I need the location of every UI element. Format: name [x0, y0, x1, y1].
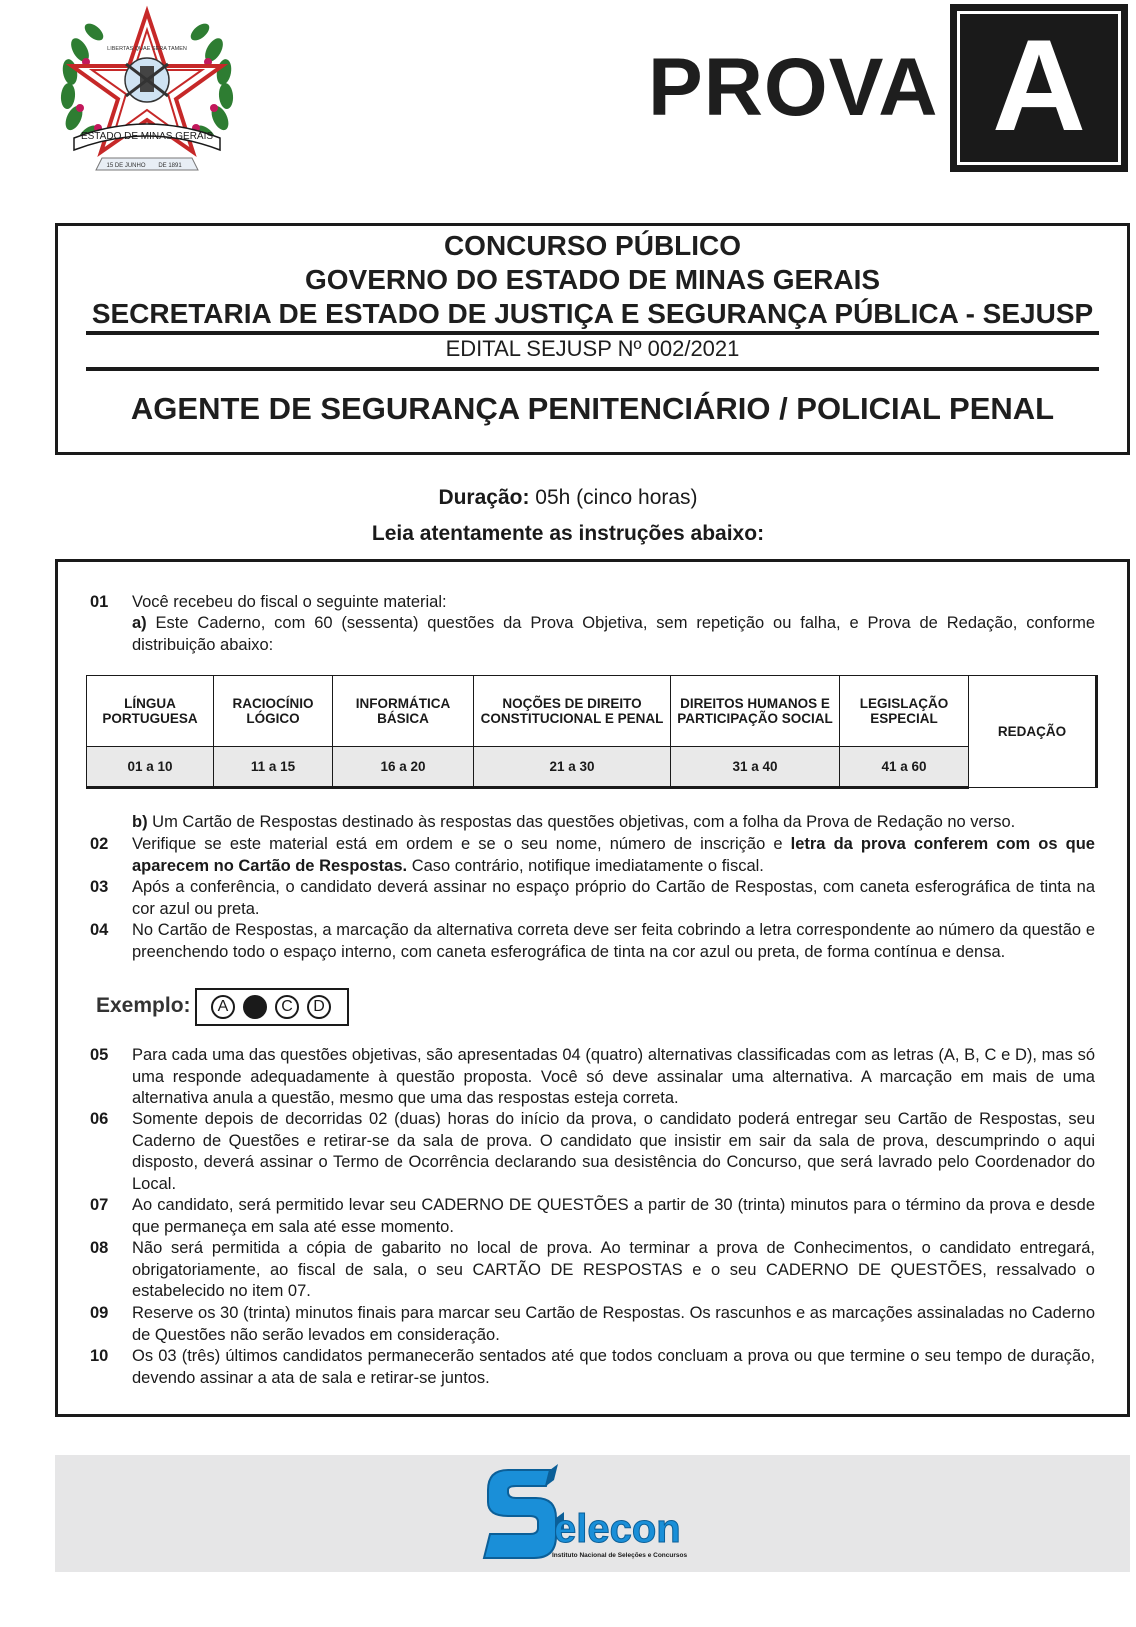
- edital-number: EDITAL SEJUSP Nº 002/2021: [445, 336, 740, 361]
- instruction-number: 04: [90, 921, 109, 939]
- instruction-04: [90, 920, 1095, 963]
- exam-type: CONCURSO PÚBLICO: [443, 230, 742, 261]
- instruction-01a: [132, 613, 1095, 656]
- instruction-text: Somente depois de decorridas 02 (duas) horas do início da prova, o candidato poderá entregar seu Cartão de Respostas, seu Caderno de Questões e retirar-se da sala de prova. O candidato que insistir em sair da sala de prova, descumprindo o aqui disposto, deverá assinar o Termo de Ocorrência declarando sua desistência do Concurso, que será lavrado pelo Coordenador do Local.: [132, 1110, 1095, 1193]
- item-tag: b): [132, 813, 148, 831]
- bubble-c: C: [275, 995, 299, 1019]
- instruction-03: [90, 877, 1095, 920]
- instruction-text: Reserve os 30 (trinta) minutos finais para marcar seu Cartão de Respostas. Os rascunhos e as marcações assinaladas no Caderno de Questões não serão levados em consideração.: [132, 1304, 1095, 1344]
- table-range-cell: 41 a 60: [840, 746, 969, 787]
- instruction-text: Este Caderno, com 60 (sessenta) questões da Prova Objetiva, sem repetição ou falha, e Prova de Redação, conforme distribuição abaixo:: [132, 614, 1095, 654]
- instruction-number: 05: [90, 1046, 109, 1064]
- exam-duration: [0, 486, 1136, 510]
- instruction-number: 09: [90, 1304, 109, 1322]
- prova-letter: A: [992, 12, 1086, 158]
- instruction-01b: [132, 812, 1095, 834]
- seal-ring-text: ESTADO DE MINAS GERAIS: [80, 131, 214, 142]
- instruction-text: Caso contrário, notifique imediatamente o fiscal.: [407, 856, 764, 875]
- instruction-number: 08: [90, 1239, 109, 1257]
- instruction-number: 03: [90, 878, 109, 896]
- table-header-cell: LEGISLAÇÃO ESPECIAL: [840, 676, 969, 747]
- redacao-cell: REDAÇÃO: [969, 676, 1097, 788]
- instruction-text: Após a conferência, o candidato deverá assinar no espaço próprio do Cartão de Respostas, com caneta esferográfica de tinta na cor azul ou preta.: [132, 878, 1095, 918]
- instruction-07: [90, 1195, 1095, 1238]
- selecon-tagline: Instituto Nacional de Seleções e Concursos: [552, 1552, 688, 1559]
- instruction-number: 10: [90, 1347, 109, 1365]
- item-tag: a): [132, 614, 147, 632]
- read-instructions-note: Leia atentamente as instruções abaixo:: [371, 522, 765, 545]
- instruction-number: 06: [90, 1110, 109, 1128]
- table-header-cell: LÍNGUA PORTUGUESA: [87, 676, 214, 747]
- table-header-cell: NOÇÕES DE DIREITO CONSTITUCIONAL E PENAL: [474, 676, 671, 747]
- table-header-cell: DIREITOS HUMANOS E PARTICIPAÇÃO SOCIAL: [671, 676, 840, 747]
- government-name: GOVERNO DO ESTADO DE MINAS GERAIS: [304, 264, 881, 295]
- svg-text:LIBERTAS QUAE SERA TAMEN: LIBERTAS QUAE SERA TAMEN: [107, 46, 187, 52]
- instructions-box: [55, 559, 1130, 1417]
- bubble-a: A: [211, 995, 235, 1019]
- instruction-text: Não será permitida a cópia de gabarito no local de prova. Ao terminar a prova de Conhecimentos, o candidato entregará, obrigatoriamente, ao fiscal de sala, o seu CARTÃO DE RESPOSTAS e o seu CADERNO DE QUESTÕES, ressalvado o estabelecido no item 07.: [132, 1239, 1095, 1300]
- instruction-number: 01: [90, 593, 109, 611]
- instruction-number: 07: [90, 1196, 109, 1214]
- job-title: AGENTE DE SEGURANÇA PENITENCIÁRIO / POLICIAL PENAL: [130, 391, 1055, 426]
- table-range-cell: 16 a 20: [333, 746, 474, 787]
- exam-title-box: [55, 223, 1130, 455]
- bubble-d: D: [307, 995, 331, 1019]
- instruction-text: Você recebeu do fiscal o seguinte material:: [132, 593, 447, 611]
- selecon-logo: [480, 1458, 700, 1568]
- duration-label: Duração:: [438, 486, 530, 509]
- prova-label: PROVA: [648, 42, 939, 133]
- example-label: Exemplo:: [96, 994, 191, 1017]
- table-range-cell: 31 a 40: [671, 746, 840, 787]
- instruction-text-bold: letra da prova conferem com os que aparecem no Cartão de Respostas.: [132, 835, 1095, 875]
- selecon-wordmark: elecon: [554, 1507, 681, 1551]
- instruction-text: Para cada uma das questões objetivas, são apresentadas 04 (quatro) alternativas classificadas com as letras (A, B, C e D), mas só uma responde adequadamente à questão proposta. Você só deve assinalar uma alternativa. A marcação em mais de uma alternativa anula a questão, mesmo que uma das respostas esteja correta.: [132, 1046, 1095, 1107]
- instruction-text: Verifique se este material está em ordem e se o seu nome, número de inscrição e: [132, 835, 791, 853]
- instruction-08: [90, 1238, 1095, 1303]
- instruction-text: Ao candidato, será permitido levar seu CADERNO DE QUESTÕES a partir de 30 (trinta) minutos para o término da prova e desde que permaneça em sala até esse momento.: [132, 1196, 1095, 1236]
- instruction-text: Um Cartão de Respostas destinado às respostas das questões objetivas, com a folha da Prova de Redação no verso.: [147, 813, 1016, 831]
- bubble-b-filled: [243, 995, 267, 1019]
- instruction-05: [90, 1045, 1095, 1110]
- selecon-s-mark: [484, 1464, 564, 1558]
- svg-text:15 DE JUNHO: 15 DE JUNHO: [106, 163, 146, 169]
- table-range-cell: 11 a 15: [214, 746, 333, 787]
- instruction-number: 02: [90, 835, 109, 853]
- table-range-cell: 21 a 30: [474, 746, 671, 787]
- instruction-text: Os 03 (três) últimos candidatos permanecerão sentados até que todos concluam a prova ou que termine o seu tempo de duração, devendo assinar a ata de sala e retirar-se juntos.: [132, 1347, 1095, 1387]
- divider: [86, 367, 1099, 371]
- duration-value: 05h (cinco horas): [529, 486, 698, 509]
- instruction-02: [90, 834, 1095, 877]
- minas-gerais-coat-of-arms: [52, 0, 242, 178]
- instruction-06: [90, 1109, 1095, 1195]
- instruction-10: [90, 1346, 1095, 1389]
- divider: [86, 331, 1099, 335]
- instruction-09: [90, 1303, 1095, 1346]
- svg-text:DE 1891: DE 1891: [158, 163, 182, 169]
- instruction-text: No Cartão de Respostas, a marcação da alternativa correta deve ser feita cobrindo a letra correspondente ao número da questão e preenchendo todo o espaço interno, com caneta esferográfica de tinta na cor azul ou preta, de forma contínua e densa.: [132, 921, 1095, 961]
- secretariat-name: SECRETARIA DE ESTADO DE JUSTIÇA E SEGURANÇA PÚBLICA - SEJUSP: [91, 298, 1094, 329]
- table-header-cell: INFORMÁTICA BÁSICA: [333, 676, 474, 747]
- prova-letter-box: [950, 4, 1128, 172]
- instruction-01: [90, 592, 1095, 614]
- question-distribution-table: [86, 675, 1098, 789]
- table-range-cell: 01 a 10: [87, 746, 214, 787]
- table-header-cell: RACIOCÍNIO LÓGICO: [214, 676, 333, 747]
- example-answer-bubbles: [195, 988, 349, 1026]
